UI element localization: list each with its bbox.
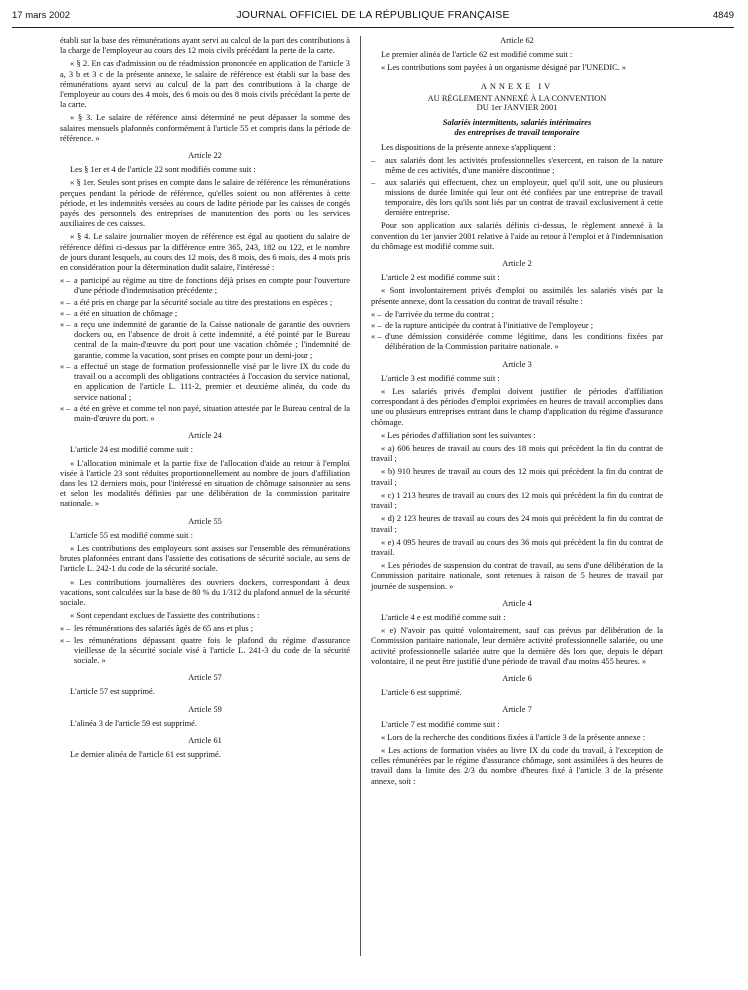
paragraph: Le dernier alinéa de l'article 61 est supprimé. xyxy=(70,750,221,760)
article-61-title: Article 61 xyxy=(188,735,222,745)
list-item: « – de la rupture anticipée du contrat à l'initiative de l'employeur ; xyxy=(371,321,594,331)
article-62-title: Article 62 xyxy=(500,36,534,45)
list-marker: « – xyxy=(60,635,71,645)
list-marker: « – xyxy=(371,332,382,342)
column-divider xyxy=(360,36,361,956)
article-55-title: Article 55 xyxy=(188,516,222,526)
article-22-list xyxy=(60,276,350,424)
list-item: « – a été en situation de chômage ; xyxy=(60,308,178,318)
annexe-heading: Salariés intermittents, salariés intérimaires des entreprises de travail temporaire xyxy=(442,118,592,137)
list-item: « d) 2 123 heures de travail au cours des 24 mois qui précèdent la fin du contrat de travail ; xyxy=(371,514,663,534)
list-item: « – a été en grève et comme tel non payé, situation attestée par le Bureau central de la main-d'œuvre du port. » xyxy=(60,403,350,423)
article-4-title: Article 4 xyxy=(502,598,532,608)
paragraph: Les § 1er et 4 de l'article 22 sont modifiés comme suit : xyxy=(70,165,256,175)
paragraph: « Sont cependant exclues de l'assiette des contributions : xyxy=(70,611,260,621)
paragraph: L'article 2 est modifié comme suit : xyxy=(381,273,500,283)
paragraph: L'article 3 est modifié comme suit : xyxy=(381,373,500,383)
paragraph: « Les actions de formation visées au livre IX du code du travail, à l'exception de celles rémunérées par le régime d'assurance chômage, sont assimilées à des heures de travail dans la limite des 2/3 du nombre d'heures fixé à l'article 3 de la présente annexe, soit : xyxy=(371,745,663,786)
header-rule xyxy=(12,27,734,28)
list-item: « a) 606 heures de travail au cours des 18 mois qui précèdent la fin du contrat de travail ; xyxy=(371,444,663,464)
paragraph: « Lors de la recherche des conditions fixées à l'article 3 de la présente annexe : xyxy=(381,732,646,742)
article-22-title: Article 22 xyxy=(188,151,222,161)
paragraph: « § 2. En cas d'admission ou de réadmission prononcée en application de l'article 3 a, 3 b et 3 c de la présente annexe, le salaire de référence est établi sur la base des rémunérations ayant servi au calcul de la part des contributions à la charge de l'employeur au cours des 4 mois, des 6 mois ou des 8 mois civils précédant la perte de la carte. xyxy=(60,59,350,110)
list-marker: « – xyxy=(371,321,382,331)
paragraph: « Les contributions des employeurs sont assises sur l'ensemble des rémunérations brutes plafonnées entrant dans l'assiette des cotisations de sécurité sociale, au sens de l'article L. 242-1 du code de la sécurité sociale. xyxy=(60,543,350,574)
paragraph: « e) N'avoir pas quitté volontairement, sauf cas prévus par délibération de la Commission paritaire nationale, leur dernière activité professionnelle salariée, ou une activité professionnelle salariée autre que la dernière dès lors que, depuis le départ volontaire, il ne peut être justifié d'une période de travail d'au moins 455 heures. » xyxy=(371,626,663,666)
list-item: « – a été pris en charge par la sécurité sociale au titre des prestations en espèces ; xyxy=(60,297,333,307)
paragraph: « Les contributions journalières des ouvriers dockers, correspondant à deux vacations, sont calculées sur la base de 80 % du 1/312 du plafond annuel de la sécurité sociale. xyxy=(60,577,351,607)
left-column xyxy=(60,36,350,763)
list-item: « – les rémunérations des salariés âgés de 65 ans et plus ; xyxy=(60,624,254,634)
paragraph: Le premier alinéa de l'article 62 est modifié comme suit : xyxy=(381,50,573,60)
paragraph: « Les périodes d'affiliation sont les suivantes : xyxy=(381,430,536,440)
article-3-title: Article 3 xyxy=(502,359,532,369)
list-item: « – a participé au régime au titre de fonctions déjà prises en compte pour l'ouverture d'une période d'indemnisation précédente ; xyxy=(60,276,350,296)
paragraph: « § 1er. Seules sont prises en compte dans le salaire de référence les rémunérations perçues pendant la période de référence, qu'elles soient ou non afférentes à cette période, et les indemnités versées au cours de ladite période par les caisses de congés payés des personnels des entreprises de manutention des ports ou les services auxiliaires de ces caisses. xyxy=(60,178,350,229)
paragraph: Pour son application aux salariés définis ci-dessus, le règlement annexé à la convention du 1er janvier 2001 relative à l'aide au retour à l'emploi et à l'indemnisation du chômage est modifié comme suit. xyxy=(371,221,663,251)
journal-title: JOURNAL OFFICIEL DE LA RÉPUBLIQUE FRANÇAISE xyxy=(236,9,510,21)
article-7-title: Article 7 xyxy=(502,705,532,715)
annexe-subtitle: DU 1er JANVIER 2001 xyxy=(476,103,558,113)
list-marker: « – xyxy=(60,308,71,318)
right-column xyxy=(371,36,663,790)
list-item: « – a effectué un stage de formation professionnelle visé par le livre IX du code du travail ou a accompli des obligations contractées à l'occasion du service national, en application de l'article L. 111-2, premier et deuxième alinéa, du code du service national ; xyxy=(60,361,350,402)
header-date: 17 mars 2002 xyxy=(12,10,71,21)
list-item: « e) 4 095 heures de travail au cours des 36 mois qui précèdent la fin du contrat de travail. xyxy=(371,537,663,557)
list-item: – aux salariés dont les activités professionnelles s'exercent, en raison de la nature même de ces activités, d'une manière discontinue ; xyxy=(371,156,663,176)
paragraph: L'article 7 est modifié comme suit : xyxy=(381,719,500,729)
paragraph: « Les contributions sont payées à un organisme désigné par l'UNEDIC. » xyxy=(381,63,627,73)
annexe-subtitle: AU RÈGLEMENT ANNEXÉ À LA CONVENTION xyxy=(427,93,607,103)
article-57-title: Article 57 xyxy=(188,673,222,683)
list-item: « – de l'arrivée du terme du contrat ; xyxy=(371,309,494,319)
list-marker: – xyxy=(371,177,376,187)
paragraph: établi sur la base des rémunérations ayant servi au calcul de la part des contributions à la charge de l'employeur au cours des 12 mois civils précédant la perte de la carte. xyxy=(60,36,350,56)
annexe-list xyxy=(371,156,663,218)
list-item: « – les rémunérations dépassant quatre fois le plafond du régime d'assurance vieillesse de la sécurité sociale visé à l'article L. 241-3 du code de la sécurité sociale. » xyxy=(60,635,350,665)
list-marker: « – xyxy=(60,403,71,413)
list-marker: – xyxy=(371,156,376,166)
list-marker: « – xyxy=(371,309,382,319)
page-header xyxy=(12,10,734,26)
list-item: « b) 910 heures de travail au cours des 12 mois qui précèdent la fin du contrat de travail ; xyxy=(371,467,663,487)
paragraph: « Les périodes de suspension du contrat de travail, au sens d'une délibération de la Commission paritaire nationale, sont retenues à raison de 5 heures de travail par journée de suspension. » xyxy=(371,561,663,591)
article-59-title: Article 59 xyxy=(188,704,222,714)
paragraph: L'article 6 est supprimé. xyxy=(381,688,462,698)
list-marker: « – xyxy=(60,361,71,371)
paragraph: L'alinéa 3 de l'article 59 est supprimé. xyxy=(70,718,197,728)
article-55-list xyxy=(60,624,350,666)
article-2-title: Article 2 xyxy=(502,259,532,269)
paragraph: L'article 24 est modifié comme suit : xyxy=(70,445,193,455)
list-marker: « – xyxy=(60,297,71,307)
list-marker: « – xyxy=(60,320,71,330)
article-6-title: Article 6 xyxy=(502,673,532,683)
list-marker: « – xyxy=(60,624,71,634)
paragraph: « L'allocation minimale et la partie fixe de l'allocation d'aide au retour à l'emploi visée à l'article 23 sont réduites proportionnellement au nombre de jours d'affiliation dans les 12 derniers mois, pour l'intéressé en situation de chômage saisonnier au sens et selon les modalités définies par une délibération de la commission paritaire nationale. » xyxy=(60,458,350,509)
paragraph: L'article 4 e est modifié comme suit : xyxy=(381,612,506,622)
list-item: – aux salariés qui effectuent, chez un employeur, quel qu'il soit, une ou plusieurs missions de durée limitée qui leur ont été confiées par une entreprise de travail temporaire, dès lors qu'ils sont liés par un contrat de travail exclusivement à cette dernière entreprise. xyxy=(371,177,663,218)
paragraph: « Sont involontairement privés d'emploi ou assimilés les salariés visés par la présente annexe, dont la cessation du contrat de travail résulte : xyxy=(371,286,663,306)
paragraph: Les dispositions de la présente annexe s'appliquent : xyxy=(381,143,556,152)
page-number: 4849 xyxy=(712,10,734,21)
article-2-list xyxy=(371,310,663,353)
paragraph: L'article 55 est modifié comme suit : xyxy=(70,530,193,540)
paragraph: L'article 57 est supprimé. xyxy=(70,687,155,697)
list-marker: « – xyxy=(60,276,71,286)
list-item: « c) 1 213 heures de travail au cours des 12 mois qui précèdent la fin du contrat de travail ; xyxy=(371,490,663,511)
annexe-title: ANNEXE IV xyxy=(480,81,554,91)
paragraph: « § 3. Le salaire de référence ainsi déterminé ne peut dépasser la somme des salaires mensuels plafonnés conformément à l'article 55 et compris dans la période de référence. » xyxy=(60,113,350,143)
list-item: « – a reçu une indemnité de garantie de la Caisse nationale de garantie des ouvriers dockers ou, en l'absence de droit à cette indemnité, a été pointé par le Bureau central de la main-d'œuvre du port pour une vacation chômée ; l'indemnité de garantie, comme la vacation, sont prises en compte pour un demi-jour ; xyxy=(60,320,350,360)
paragraph: « § 4. Le salaire journalier moyen de référence est égal au quotient du salaire de référence défini ci-dessus par la différence entre 365, 243, 182 ou 122, et le nombre de jours durant lesquels, au cours des 12 mois, des 8 mois, des 6 mois, des 4 mois pris en considération pour la détermination dudit salaire, l'intéressé : xyxy=(60,232,350,273)
list-item: « – d'une démission considérée comme légitime, dans les conditions fixées par délibération de la Commission paritaire nationale. » xyxy=(371,332,663,352)
article-24-title: Article 24 xyxy=(188,431,222,441)
paragraph: « Les salariés privés d'emploi doivent justifier de périodes d'affiliation correspondant à des périodes d'emploi exprimées en heures de travail accomplies dans une ou plusieurs entreprises entrant dans le champ d'application du régime d'assurance chômage. xyxy=(371,387,663,427)
